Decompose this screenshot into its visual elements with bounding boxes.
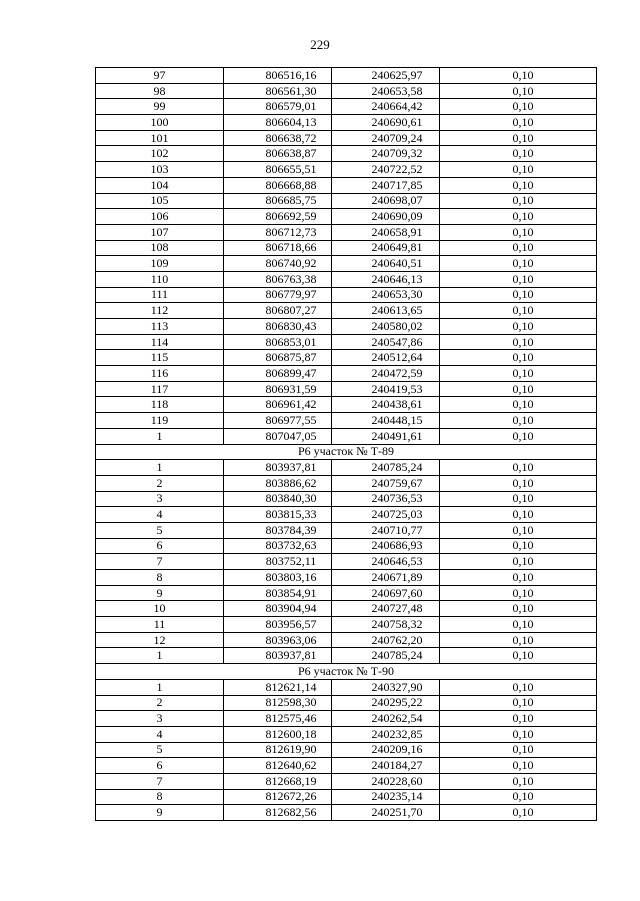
deviation-cell: 0,10: [440, 507, 597, 523]
y-coordinate-cell: 240209,16: [332, 742, 440, 758]
point-number-cell: 7: [96, 773, 224, 789]
deviation-cell: 0,10: [440, 726, 597, 742]
y-coordinate-cell: 240758,32: [332, 617, 440, 633]
section-header-row: [96, 664, 597, 680]
table-row: [96, 554, 597, 570]
y-coordinate-cell: 240646,13: [332, 271, 440, 287]
table-row: [96, 99, 597, 115]
deviation-cell: 0,10: [440, 711, 597, 727]
y-coordinate-cell: 240725,03: [332, 507, 440, 523]
table-row: [96, 648, 597, 664]
table-row: [96, 773, 597, 789]
x-coordinate-cell: 812600,18: [224, 726, 332, 742]
table-row: [96, 742, 597, 758]
y-coordinate-cell: 240690,09: [332, 209, 440, 225]
table-row: [96, 805, 597, 821]
x-coordinate-cell: 806579,01: [224, 99, 332, 115]
y-coordinate-cell: 240671,89: [332, 570, 440, 586]
section-title: Р6 участок № Т-89: [96, 444, 597, 460]
point-number-cell: 9: [96, 805, 224, 821]
y-coordinate-cell: 240232,85: [332, 726, 440, 742]
page-number: 229: [310, 37, 330, 52]
point-number-cell: 4: [96, 507, 224, 523]
table-row: [96, 711, 597, 727]
point-number-cell: 101: [96, 130, 224, 146]
y-coordinate-cell: 240327,90: [332, 679, 440, 695]
table-row: [96, 726, 597, 742]
point-number-cell: 103: [96, 162, 224, 178]
x-coordinate-cell: 807047,05: [224, 428, 332, 444]
x-coordinate-cell: 803784,39: [224, 522, 332, 538]
table-row: [96, 256, 597, 272]
point-number-cell: 106: [96, 209, 224, 225]
x-coordinate-cell: 803956,57: [224, 617, 332, 633]
y-coordinate-cell: 240664,42: [332, 99, 440, 115]
deviation-cell: 0,10: [440, 460, 597, 476]
deviation-cell: 0,10: [440, 209, 597, 225]
x-coordinate-cell: 812598,30: [224, 695, 332, 711]
deviation-cell: 0,10: [440, 413, 597, 429]
x-coordinate-cell: 806516,16: [224, 68, 332, 84]
deviation-cell: 0,10: [440, 177, 597, 193]
point-number-cell: 110: [96, 271, 224, 287]
x-coordinate-cell: 806685,75: [224, 193, 332, 209]
point-number-cell: 8: [96, 789, 224, 805]
deviation-cell: 0,10: [440, 319, 597, 335]
table-row: [96, 538, 597, 554]
y-coordinate-cell: 240512,64: [332, 350, 440, 366]
y-coordinate-cell: 240686,93: [332, 538, 440, 554]
deviation-cell: 0,10: [440, 350, 597, 366]
x-coordinate-cell: 803937,81: [224, 460, 332, 476]
y-coordinate-cell: 240658,91: [332, 224, 440, 240]
y-coordinate-cell: 240580,02: [332, 319, 440, 335]
table-row: [96, 585, 597, 601]
point-number-cell: 8: [96, 570, 224, 586]
point-number-cell: 2: [96, 695, 224, 711]
x-coordinate-cell: 806718,66: [224, 240, 332, 256]
x-coordinate-cell: 806712,73: [224, 224, 332, 240]
x-coordinate-cell: 803803,16: [224, 570, 332, 586]
table-row: [96, 162, 597, 178]
y-coordinate-cell: 240736,53: [332, 491, 440, 507]
x-coordinate-cell: 812672,26: [224, 789, 332, 805]
y-coordinate-cell: 240448,15: [332, 413, 440, 429]
x-coordinate-cell: 806807,27: [224, 303, 332, 319]
point-number-cell: 2: [96, 475, 224, 491]
point-number-cell: 116: [96, 366, 224, 382]
point-number-cell: 6: [96, 538, 224, 554]
y-coordinate-cell: 240472,59: [332, 366, 440, 382]
y-coordinate-cell: 240235,14: [332, 789, 440, 805]
point-number-cell: 12: [96, 632, 224, 648]
table-row: [96, 381, 597, 397]
point-number-cell: 6: [96, 758, 224, 774]
point-number-cell: 100: [96, 115, 224, 131]
deviation-cell: 0,10: [440, 773, 597, 789]
table-row: [96, 130, 597, 146]
table-row: [96, 115, 597, 131]
deviation-cell: 0,10: [440, 648, 597, 664]
table-row: [96, 617, 597, 633]
point-number-cell: 3: [96, 711, 224, 727]
deviation-cell: 0,10: [440, 99, 597, 115]
deviation-cell: 0,10: [440, 68, 597, 84]
point-number-cell: 3: [96, 491, 224, 507]
y-coordinate-cell: 240438,61: [332, 397, 440, 413]
table-row: [96, 475, 597, 491]
deviation-cell: 0,10: [440, 428, 597, 444]
point-number-cell: 108: [96, 240, 224, 256]
point-number-cell: 99: [96, 99, 224, 115]
x-coordinate-cell: 806638,72: [224, 130, 332, 146]
table-row: [96, 397, 597, 413]
point-number-cell: 5: [96, 522, 224, 538]
x-coordinate-cell: 806692,59: [224, 209, 332, 225]
x-coordinate-cell: 806875,87: [224, 350, 332, 366]
coordinates-table-body: [96, 68, 597, 821]
deviation-cell: 0,10: [440, 742, 597, 758]
point-number-cell: 107: [96, 224, 224, 240]
deviation-cell: 0,10: [440, 146, 597, 162]
deviation-cell: 0,10: [440, 366, 597, 382]
x-coordinate-cell: 812619,90: [224, 742, 332, 758]
table-row: [96, 491, 597, 507]
y-coordinate-cell: 240710,77: [332, 522, 440, 538]
point-number-cell: 11: [96, 617, 224, 633]
point-number-cell: 7: [96, 554, 224, 570]
table-row: [96, 224, 597, 240]
y-coordinate-cell: 240251,70: [332, 805, 440, 821]
table-row: [96, 413, 597, 429]
table-row: [96, 319, 597, 335]
deviation-cell: 0,10: [440, 758, 597, 774]
x-coordinate-cell: 803815,33: [224, 507, 332, 523]
deviation-cell: 0,10: [440, 695, 597, 711]
y-coordinate-cell: 240785,24: [332, 648, 440, 664]
deviation-cell: 0,10: [440, 632, 597, 648]
x-coordinate-cell: 806977,55: [224, 413, 332, 429]
point-number-cell: 102: [96, 146, 224, 162]
deviation-cell: 0,10: [440, 130, 597, 146]
x-coordinate-cell: 803752,11: [224, 554, 332, 570]
y-coordinate-cell: 240785,24: [332, 460, 440, 476]
y-coordinate-cell: 240262,54: [332, 711, 440, 727]
x-coordinate-cell: 812668,19: [224, 773, 332, 789]
deviation-cell: 0,10: [440, 585, 597, 601]
deviation-cell: 0,10: [440, 334, 597, 350]
table-row: [96, 271, 597, 287]
table-row: [96, 193, 597, 209]
y-coordinate-cell: 240759,67: [332, 475, 440, 491]
y-coordinate-cell: 240419,53: [332, 381, 440, 397]
point-number-cell: 10: [96, 601, 224, 617]
table-row: [96, 350, 597, 366]
x-coordinate-cell: 803854,91: [224, 585, 332, 601]
x-coordinate-cell: 803732,63: [224, 538, 332, 554]
deviation-cell: 0,10: [440, 115, 597, 131]
table-row: [96, 789, 597, 805]
deviation-cell: 0,10: [440, 303, 597, 319]
point-number-cell: 1: [96, 648, 224, 664]
point-number-cell: 109: [96, 256, 224, 272]
table-row: [96, 758, 597, 774]
x-coordinate-cell: 812575,46: [224, 711, 332, 727]
point-number-cell: 4: [96, 726, 224, 742]
point-number-cell: 1: [96, 679, 224, 695]
x-coordinate-cell: 806740,92: [224, 256, 332, 272]
point-number-cell: 105: [96, 193, 224, 209]
table-row: [96, 695, 597, 711]
y-coordinate-cell: 240709,32: [332, 146, 440, 162]
y-coordinate-cell: 240228,60: [332, 773, 440, 789]
x-coordinate-cell: 803937,81: [224, 648, 332, 664]
point-number-cell: 111: [96, 287, 224, 303]
y-coordinate-cell: 240653,30: [332, 287, 440, 303]
table-row: [96, 83, 597, 99]
point-number-cell: 117: [96, 381, 224, 397]
deviation-cell: 0,10: [440, 256, 597, 272]
x-coordinate-cell: 806763,38: [224, 271, 332, 287]
y-coordinate-cell: 240690,61: [332, 115, 440, 131]
deviation-cell: 0,10: [440, 162, 597, 178]
point-number-cell: 98: [96, 83, 224, 99]
x-coordinate-cell: 812640,62: [224, 758, 332, 774]
y-coordinate-cell: 240722,52: [332, 162, 440, 178]
x-coordinate-cell: 806779,97: [224, 287, 332, 303]
x-coordinate-cell: 803963,06: [224, 632, 332, 648]
deviation-cell: 0,10: [440, 789, 597, 805]
x-coordinate-cell: 806899,47: [224, 366, 332, 382]
y-coordinate-cell: 240698,07: [332, 193, 440, 209]
table-row: [96, 679, 597, 695]
coordinates-table: [95, 67, 597, 821]
table-row: [96, 303, 597, 319]
deviation-cell: 0,10: [440, 271, 597, 287]
table-row: [96, 146, 597, 162]
x-coordinate-cell: 806655,51: [224, 162, 332, 178]
y-coordinate-cell: 240640,51: [332, 256, 440, 272]
y-coordinate-cell: 240697,60: [332, 585, 440, 601]
table-row: [96, 334, 597, 350]
deviation-cell: 0,10: [440, 538, 597, 554]
point-number-cell: 119: [96, 413, 224, 429]
y-coordinate-cell: 240613,65: [332, 303, 440, 319]
y-coordinate-cell: 240762,20: [332, 632, 440, 648]
y-coordinate-cell: 240653,58: [332, 83, 440, 99]
point-number-cell: 104: [96, 177, 224, 193]
deviation-cell: 0,10: [440, 193, 597, 209]
table-row: [96, 68, 597, 84]
table-row: [96, 240, 597, 256]
x-coordinate-cell: 806604,13: [224, 115, 332, 131]
y-coordinate-cell: 240649,81: [332, 240, 440, 256]
table-row: [96, 570, 597, 586]
x-coordinate-cell: 806668,88: [224, 177, 332, 193]
deviation-cell: 0,10: [440, 491, 597, 507]
deviation-cell: 0,10: [440, 601, 597, 617]
table-row: [96, 632, 597, 648]
y-coordinate-cell: 240184,27: [332, 758, 440, 774]
x-coordinate-cell: 812682,56: [224, 805, 332, 821]
section-header-row: [96, 444, 597, 460]
x-coordinate-cell: 803886,62: [224, 475, 332, 491]
y-coordinate-cell: 240295,22: [332, 695, 440, 711]
point-number-cell: 118: [96, 397, 224, 413]
point-number-cell: 1: [96, 428, 224, 444]
x-coordinate-cell: 806830,43: [224, 319, 332, 335]
x-coordinate-cell: 806853,01: [224, 334, 332, 350]
deviation-cell: 0,10: [440, 617, 597, 633]
y-coordinate-cell: 240646,53: [332, 554, 440, 570]
point-number-cell: 5: [96, 742, 224, 758]
x-coordinate-cell: 812621,14: [224, 679, 332, 695]
section-title: Р6 участок № Т-90: [96, 664, 597, 680]
y-coordinate-cell: 240727,48: [332, 601, 440, 617]
table-row: [96, 177, 597, 193]
table-row: [96, 209, 597, 225]
deviation-cell: 0,10: [440, 570, 597, 586]
table-row: [96, 522, 597, 538]
point-number-cell: 9: [96, 585, 224, 601]
deviation-cell: 0,10: [440, 522, 597, 538]
point-number-cell: 112: [96, 303, 224, 319]
table-row: [96, 366, 597, 382]
table-row: [96, 601, 597, 617]
y-coordinate-cell: 240625,97: [332, 68, 440, 84]
table-row: [96, 460, 597, 476]
table-row: [96, 287, 597, 303]
point-number-cell: 114: [96, 334, 224, 350]
x-coordinate-cell: 806961,42: [224, 397, 332, 413]
point-number-cell: 115: [96, 350, 224, 366]
point-number-cell: 113: [96, 319, 224, 335]
x-coordinate-cell: 803840,30: [224, 491, 332, 507]
x-coordinate-cell: 806931,59: [224, 381, 332, 397]
deviation-cell: 0,10: [440, 554, 597, 570]
y-coordinate-cell: 240547,86: [332, 334, 440, 350]
deviation-cell: 0,10: [440, 381, 597, 397]
deviation-cell: 0,10: [440, 224, 597, 240]
deviation-cell: 0,10: [440, 475, 597, 491]
y-coordinate-cell: 240491,61: [332, 428, 440, 444]
deviation-cell: 0,10: [440, 83, 597, 99]
deviation-cell: 0,10: [440, 805, 597, 821]
deviation-cell: 0,10: [440, 240, 597, 256]
x-coordinate-cell: 806561,30: [224, 83, 332, 99]
deviation-cell: 0,10: [440, 287, 597, 303]
table-row: [96, 507, 597, 523]
deviation-cell: 0,10: [440, 679, 597, 695]
point-number-cell: 97: [96, 68, 224, 84]
deviation-cell: 0,10: [440, 397, 597, 413]
table-row: [96, 428, 597, 444]
x-coordinate-cell: 803904,94: [224, 601, 332, 617]
y-coordinate-cell: 240709,24: [332, 130, 440, 146]
x-coordinate-cell: 806638,87: [224, 146, 332, 162]
y-coordinate-cell: 240717,85: [332, 177, 440, 193]
point-number-cell: 1: [96, 460, 224, 476]
